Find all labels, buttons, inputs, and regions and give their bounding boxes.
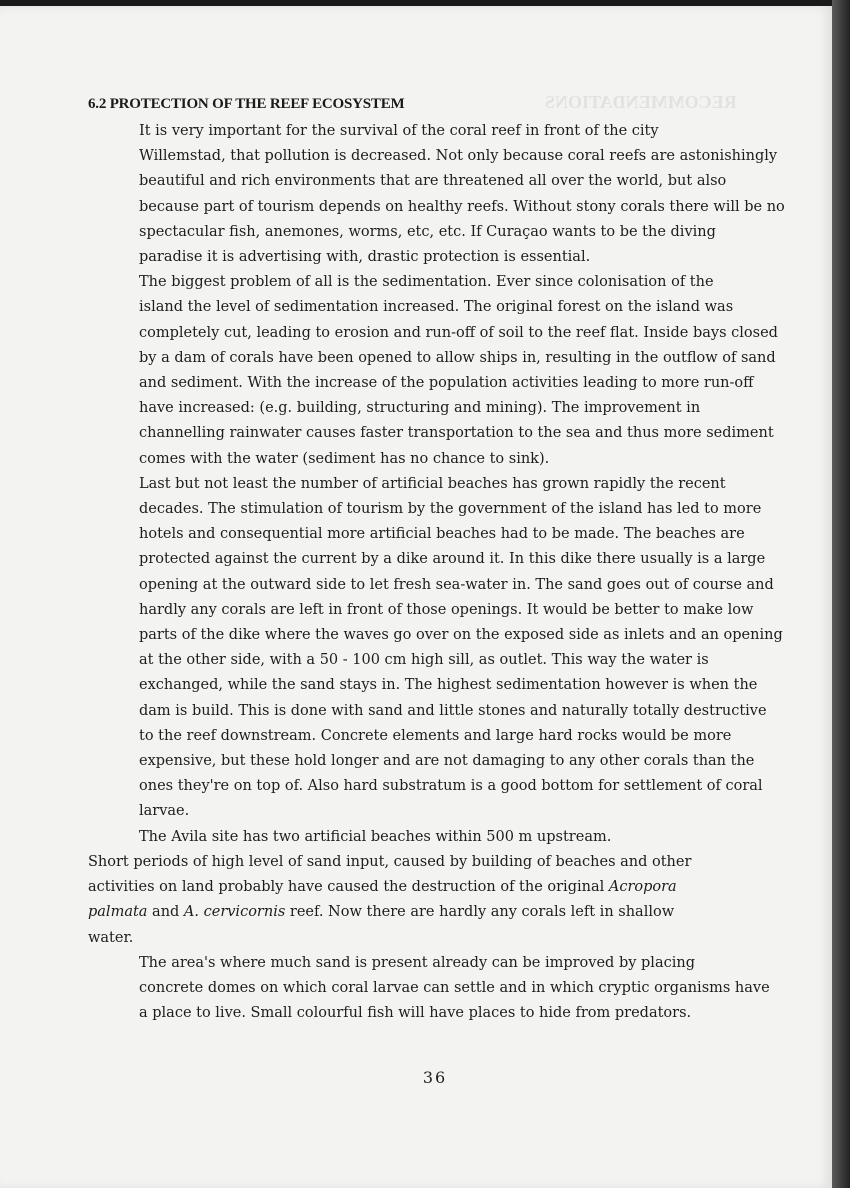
bleed-through-text: RECOMMENDATIONS <box>545 92 737 112</box>
text-line: a place to live. Small colourful fish will have places to hide from predators. <box>139 1005 692 1022</box>
text-line: comes with the water (sediment has no chance to sink). <box>139 450 550 467</box>
text-line: decades. The stimulation of tourism by the government of the island has led to more <box>139 501 762 518</box>
species-name: A. cervicornis <box>183 904 286 921</box>
text-line: protected against the current by a dike around it. In this dike there usually is a large <box>139 551 766 568</box>
text-line: at the other side, with a 50 - 100 cm high sill, as outlet. This way the water is <box>139 652 709 669</box>
text-line: The area's where much sand is present already can be improved by placing <box>139 954 695 971</box>
text-line: spectacular fish, anemones, worms, etc, etc. If Curaçao wants to be the diving <box>139 223 716 240</box>
paragraph-1 <box>88 119 790 270</box>
text-line: The Avila site has two artificial beaches within 500 m upstream. <box>139 828 612 845</box>
text-line: dam is build. This is done with sand and little stones and naturally totally destructive <box>139 702 767 719</box>
text-run: and <box>147 904 184 921</box>
page-number: 36 <box>422 1068 448 1087</box>
text-line: opening at the outward side to let fresh sea-water in. The sand goes out of course and <box>139 576 774 593</box>
species-name: Acropora <box>608 879 677 896</box>
text-line: have increased: (e.g. building, structuring and mining). The improvement in <box>139 400 701 417</box>
text-line: beautiful and rich environments that are threatened all over the world, but also <box>139 173 727 190</box>
text-line: water. <box>88 929 134 946</box>
text-line: island the level of sedimentation increased. The original forest on the island was <box>139 299 734 316</box>
text-line: Short periods of high level of sand input, caused by building of beaches and other <box>88 853 692 870</box>
paragraph-4 <box>88 825 790 850</box>
text-line: The biggest problem of all is the sedimentation. Ever since colonisation of the <box>139 274 714 291</box>
text-line: and sediment. With the increase of the population activities leading to more run-off <box>139 375 754 392</box>
text-line: because part of tourism depends on healthy reefs. Without stony corals there will be no <box>139 198 785 215</box>
text-line: paradise it is advertising with, drastic protection is essential. <box>139 249 591 266</box>
text-line: by a dam of corals have been opened to allow ships in, resulting in the outflow of sand <box>139 349 776 366</box>
species-name: palmata <box>88 904 148 921</box>
text-line: concrete domes on which coral larvae can settle and in which cryptic organisms have <box>139 979 770 996</box>
text-line: exchanged, while the sand stays in. The highest sedimentation however is when the <box>139 677 758 694</box>
text-line: larvae. <box>139 803 190 820</box>
text-line: It is very important for the survival of the coral reef in front of the city <box>139 123 659 139</box>
text-run: activities on land probably have caused the destruction of the original <box>88 879 609 896</box>
body-text <box>88 119 790 1026</box>
section-heading: 6.2 PROTECTION OF THE REEF ECOSYSTEM <box>88 96 405 112</box>
paragraph-5 <box>88 850 790 951</box>
text-line: hotels and consequential more artificial beaches had to be made. The beaches are <box>139 526 745 543</box>
text-line: parts of the dike where the waves go over on the exposed side as inlets and an opening <box>139 627 783 644</box>
text-line: channelling rainwater causes faster transportation to the sea and thus more sediment <box>139 425 774 442</box>
paragraph-3 <box>88 472 790 825</box>
text-line: Last but not least the number of artificial beaches has grown rapidly the recent <box>139 475 726 492</box>
text-line: Willemstad, that pollution is decreased. Not only because coral reefs are astonishingly <box>139 148 778 165</box>
text-line: expensive, but these hold longer and are not damaging to any other corals than the <box>139 753 755 770</box>
text-line <box>88 900 790 925</box>
scan-right-edge <box>832 0 850 1188</box>
text-line <box>88 875 790 900</box>
text-run: reef. Now there are hardly any corals left in shallow <box>285 904 675 921</box>
text-line: to the reef downstream. Concrete elements and large hard rocks would be more <box>139 727 732 744</box>
text-line: ones they're on top of. Also hard substratum is a good bottom for settlement of coral <box>139 778 763 795</box>
paragraph-2 <box>88 270 790 472</box>
paragraph-6 <box>88 951 790 1027</box>
text-line: hardly any corals are left in front of those openings. It would be better to make low <box>139 601 754 618</box>
text-line: completely cut, leading to erosion and run-off of soil to the reef flat. Inside bays closed <box>139 324 778 341</box>
